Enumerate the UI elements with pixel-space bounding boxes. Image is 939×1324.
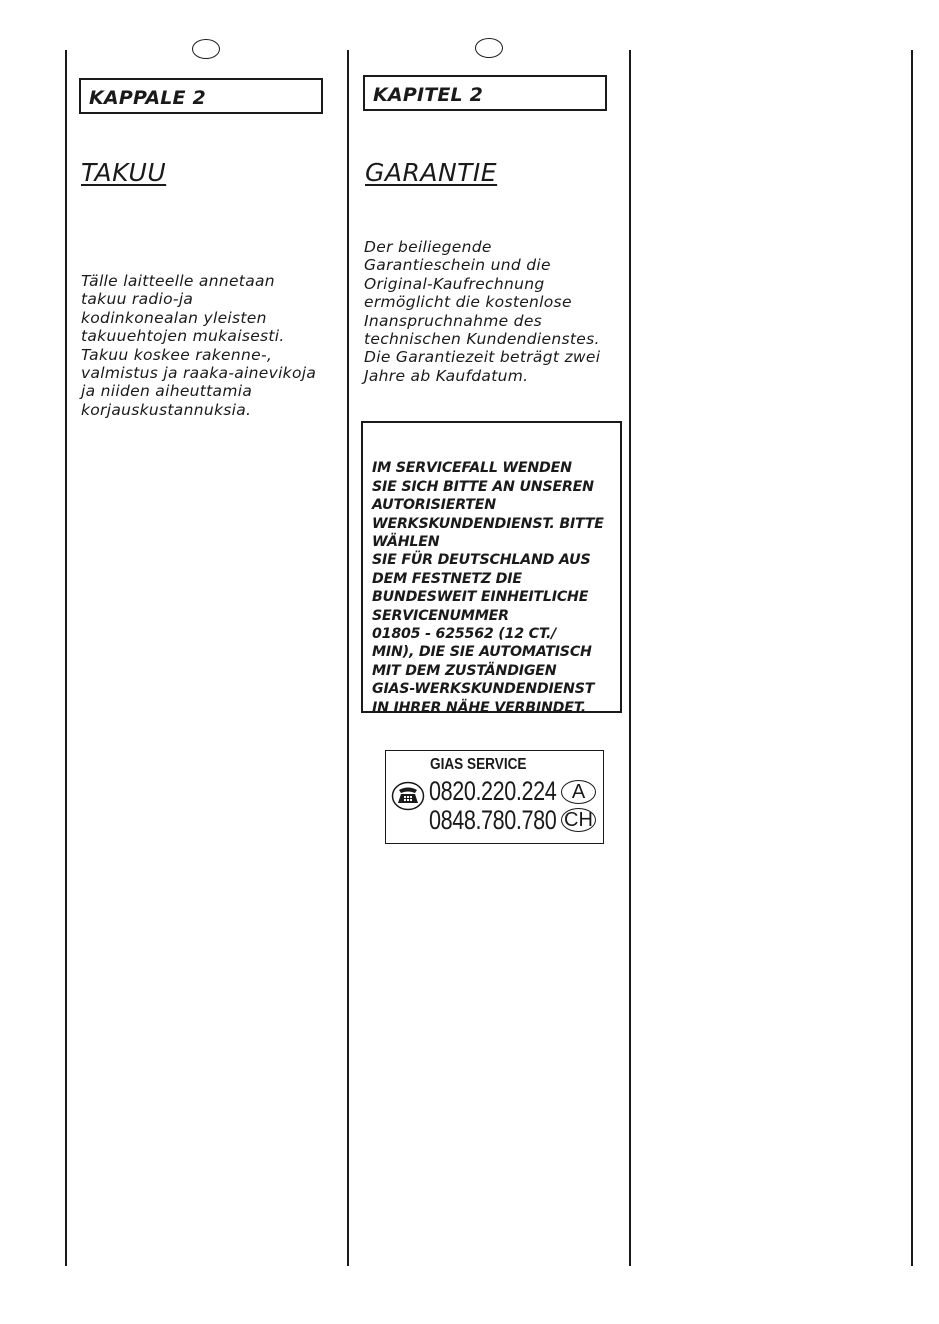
telephone-icon bbox=[391, 781, 425, 811]
language-marker-circle-de bbox=[475, 38, 503, 58]
phone-number-switzerland: 0848.780.780 bbox=[429, 805, 557, 835]
warranty-text-fi: Tälle laitteelle annetaan takuu radio-ja kodinkonealan yleisten takuuehtojen mukaisesti. Takuu koskee rakenne-, valmistus ja raaka-ainevikoja ja niiden aiheuttamia korjauskustannuksia. bbox=[81, 272, 317, 419]
column-divider-1 bbox=[65, 50, 67, 1266]
service-notice-text: IM SERVICEFALL WENDEN SIE SICH BITTE AN UNSEREN AUTORISIERTEN WERKSKUNDENDIENST. BITTE WÄHLEN SIE FÜR DEUTSCHLAND AUS DEM FESTNETZ DIE BUNDESWEIT EINHEITLICHE SERVICENUMMER 01805 - 625562 (12 CT./ MIN), DIE SIE AUTOMATISCH MIT DEM ZUSTÄNDIGEN GIAS-WERKSKUNDENDIENST IN IHRER NÄHE VERBINDET. bbox=[372, 460, 604, 716]
phone-number-austria: 0820.220.224 bbox=[429, 776, 557, 806]
country-badge-austria: A bbox=[561, 780, 596, 804]
section-heading-de: GARANTIE bbox=[365, 158, 498, 187]
column-divider-2 bbox=[347, 50, 349, 1266]
section-heading-fi: TAKUU bbox=[81, 158, 167, 187]
service-notice-box bbox=[361, 421, 622, 716]
chapter-label-fi: KAPPALE 2 bbox=[79, 78, 323, 114]
chapter-label-de: KAPITEL 2 bbox=[363, 75, 607, 111]
gias-service-box bbox=[385, 750, 604, 844]
column-divider-3 bbox=[629, 50, 631, 1266]
warranty-text-de: Der beiliegende Garantieschein und die Original-Kaufrechnung ermöglicht die kostenlose Inanspruchnahme des technischen Kundendienstes. Die Garantiezeit beträgt zwei Jahre ab Kaufdatum. bbox=[364, 238, 601, 385]
country-badge-switzerland: CH bbox=[561, 808, 596, 832]
column-divider-4 bbox=[911, 50, 913, 1266]
gias-service-title: GIAS SERVICE bbox=[430, 756, 527, 773]
language-marker-circle-fi bbox=[192, 39, 220, 59]
